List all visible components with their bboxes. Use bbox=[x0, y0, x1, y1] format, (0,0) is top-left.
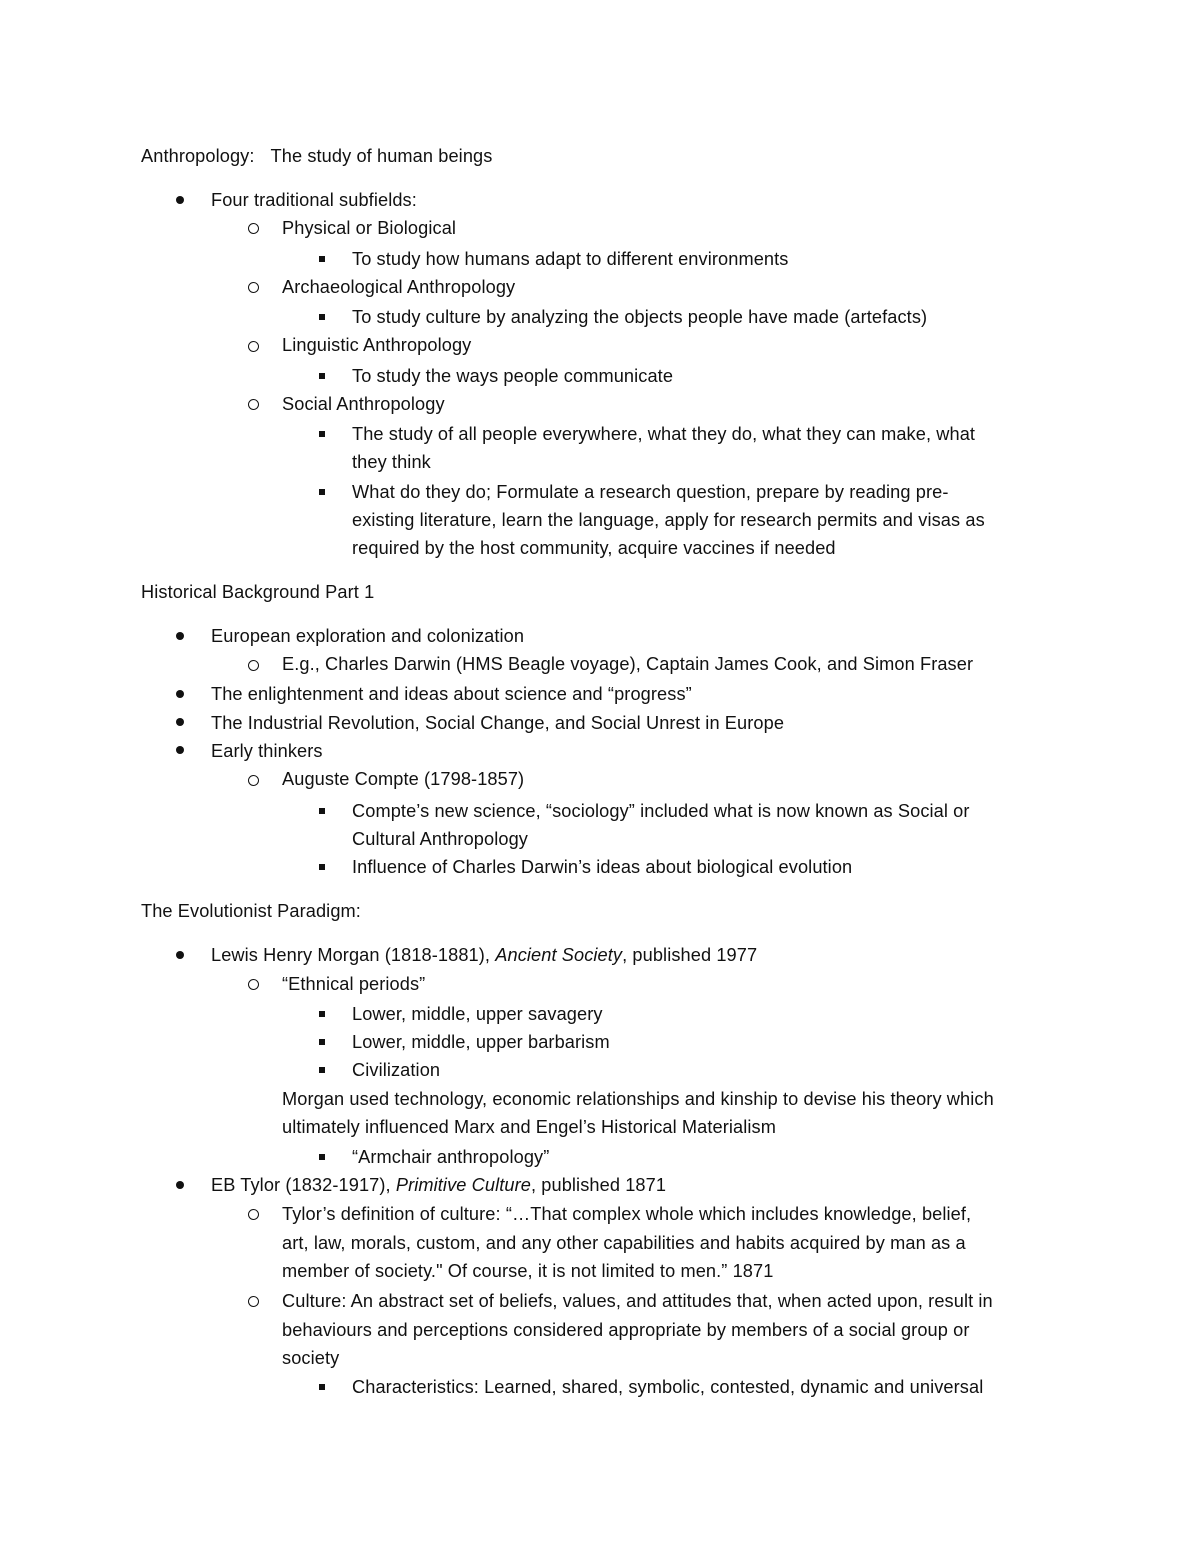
bullet-disc-icon bbox=[176, 951, 184, 959]
book-title: Primitive Culture bbox=[395, 1175, 531, 1195]
list-item-continuation: behaviours and perceptions considered appropriate by members of a social group or bbox=[282, 1320, 970, 1340]
list-item: European exploration and colonization bbox=[211, 626, 525, 646]
bullet-square-icon bbox=[319, 431, 325, 437]
list-item-tylor bbox=[211, 1171, 666, 1199]
list-item-continuation: required by the host community, acquire vaccines if needed bbox=[352, 538, 836, 558]
bullet-circle-icon bbox=[248, 775, 259, 786]
list-item: E.g., Charles Darwin (HMS Beagle voyage), Captain James Cook, and Simon Fraser bbox=[282, 654, 974, 674]
list-item: The Industrial Revolution, Social Change, and Social Unrest in Europe bbox=[211, 713, 785, 733]
list-item: Influence of Charles Darwin’s ideas about biological evolution bbox=[352, 857, 853, 877]
paragraph-line: ultimately influenced Marx and Engel’s Historical Materialism bbox=[282, 1117, 776, 1137]
section-heading-evolutionist: The Evolutionist Paradigm: bbox=[141, 901, 361, 921]
list-item: Lower, middle, upper barbarism bbox=[352, 1032, 610, 1052]
list-item: Lower, middle, upper savagery bbox=[352, 1004, 603, 1024]
list-item-continuation: art, law, morals, custom, and any other capabilities and habits acquired by man as a bbox=[282, 1233, 966, 1253]
list-item: Auguste Compte (1798-1857) bbox=[282, 769, 525, 789]
tylor-published: , published 1871 bbox=[530, 1175, 667, 1195]
bullet-disc-icon bbox=[176, 690, 184, 698]
list-item-morgan bbox=[211, 941, 757, 969]
bullet-square-icon bbox=[319, 1011, 325, 1017]
bullet-square-icon bbox=[319, 314, 325, 320]
list-item: Social Anthropology bbox=[282, 394, 445, 414]
bullet-square-icon bbox=[319, 864, 325, 870]
bullet-circle-icon bbox=[248, 341, 259, 352]
list-item: Physical or Biological bbox=[282, 218, 457, 238]
bullet-disc-icon bbox=[176, 632, 184, 640]
list-item: Tylor’s definition of culture: “…That complex whole which includes knowledge, belief, bbox=[282, 1204, 972, 1224]
list-item: Linguistic Anthropology bbox=[282, 335, 472, 355]
bullet-circle-icon bbox=[248, 1209, 259, 1220]
heading-definition: The study of human beings bbox=[270, 146, 493, 166]
paragraph-line: Morgan used technology, economic relationships and kinship to devise his theory which bbox=[282, 1089, 994, 1109]
bullet-circle-icon bbox=[248, 223, 259, 234]
list-item: Archaeological Anthropology bbox=[282, 277, 516, 297]
bullet-disc-icon bbox=[176, 718, 184, 726]
bullet-square-icon bbox=[319, 808, 325, 814]
list-item: To study how humans adapt to different environments bbox=[352, 249, 789, 269]
list-item: The study of all people everywhere, what they do, what they can make, what bbox=[352, 424, 976, 444]
bullet-circle-icon bbox=[248, 1296, 259, 1307]
section-heading-historical: Historical Background Part 1 bbox=[141, 582, 375, 602]
list-item: Early thinkers bbox=[211, 741, 323, 761]
bullet-circle-icon bbox=[248, 399, 259, 410]
bullet-square-icon bbox=[319, 1039, 325, 1045]
bullet-disc-icon bbox=[176, 746, 184, 754]
list-item-continuation: existing literature, learn the language, apply for research permits and visas as bbox=[352, 510, 985, 530]
morgan-text: Lewis Henry Morgan (1818-1881), bbox=[211, 945, 496, 965]
bullet-square-icon bbox=[319, 1154, 325, 1160]
list-item: “Ethnical periods” bbox=[282, 974, 426, 994]
bullet-circle-icon bbox=[248, 282, 259, 293]
bullet-circle-icon bbox=[248, 979, 259, 990]
list-item-continuation: society bbox=[282, 1348, 340, 1368]
bullet-disc-icon bbox=[176, 196, 184, 204]
list-item-continuation: they think bbox=[352, 452, 431, 472]
list-item: The enlightenment and ideas about science and “progress” bbox=[211, 684, 692, 704]
bullet-circle-icon bbox=[248, 660, 259, 671]
list-item: Compte’s new science, “sociology” included what is now known as Social or bbox=[352, 801, 970, 821]
bullet-square-icon bbox=[319, 373, 325, 379]
tylor-text: EB Tylor (1832-1917), bbox=[211, 1175, 396, 1195]
list-item: Culture: An abstract set of beliefs, values, and attitudes that, when acted upon, result in bbox=[282, 1291, 993, 1311]
list-item: To study culture by analyzing the objects people have made (artefacts) bbox=[352, 307, 928, 327]
list-item: “Armchair anthropology” bbox=[352, 1147, 550, 1167]
bullet-square-icon bbox=[319, 1067, 325, 1073]
bullet-square-icon bbox=[319, 489, 325, 495]
morgan-published: , published 1977 bbox=[622, 945, 758, 965]
heading-term: Anthropology: bbox=[141, 146, 255, 166]
list-item-continuation: Cultural Anthropology bbox=[352, 829, 528, 849]
list-item: What do they do; Formulate a research question, prepare by reading pre- bbox=[352, 482, 949, 502]
list-item: To study the ways people communicate bbox=[352, 366, 674, 386]
list-item-continuation: member of society." Of course, it is not limited to men.” 1871 bbox=[282, 1261, 774, 1281]
list-item: Civilization bbox=[352, 1060, 441, 1080]
bullet-square-icon bbox=[319, 1384, 325, 1390]
book-title: Ancient Society bbox=[495, 945, 623, 965]
bullet-disc-icon bbox=[176, 1181, 184, 1189]
list-item: Four traditional subfields: bbox=[211, 190, 417, 210]
bullet-square-icon bbox=[319, 256, 325, 262]
list-item: Characteristics: Learned, shared, symbolic, contested, dynamic and universal bbox=[352, 1377, 984, 1397]
section-heading-anthropology bbox=[141, 142, 492, 170]
